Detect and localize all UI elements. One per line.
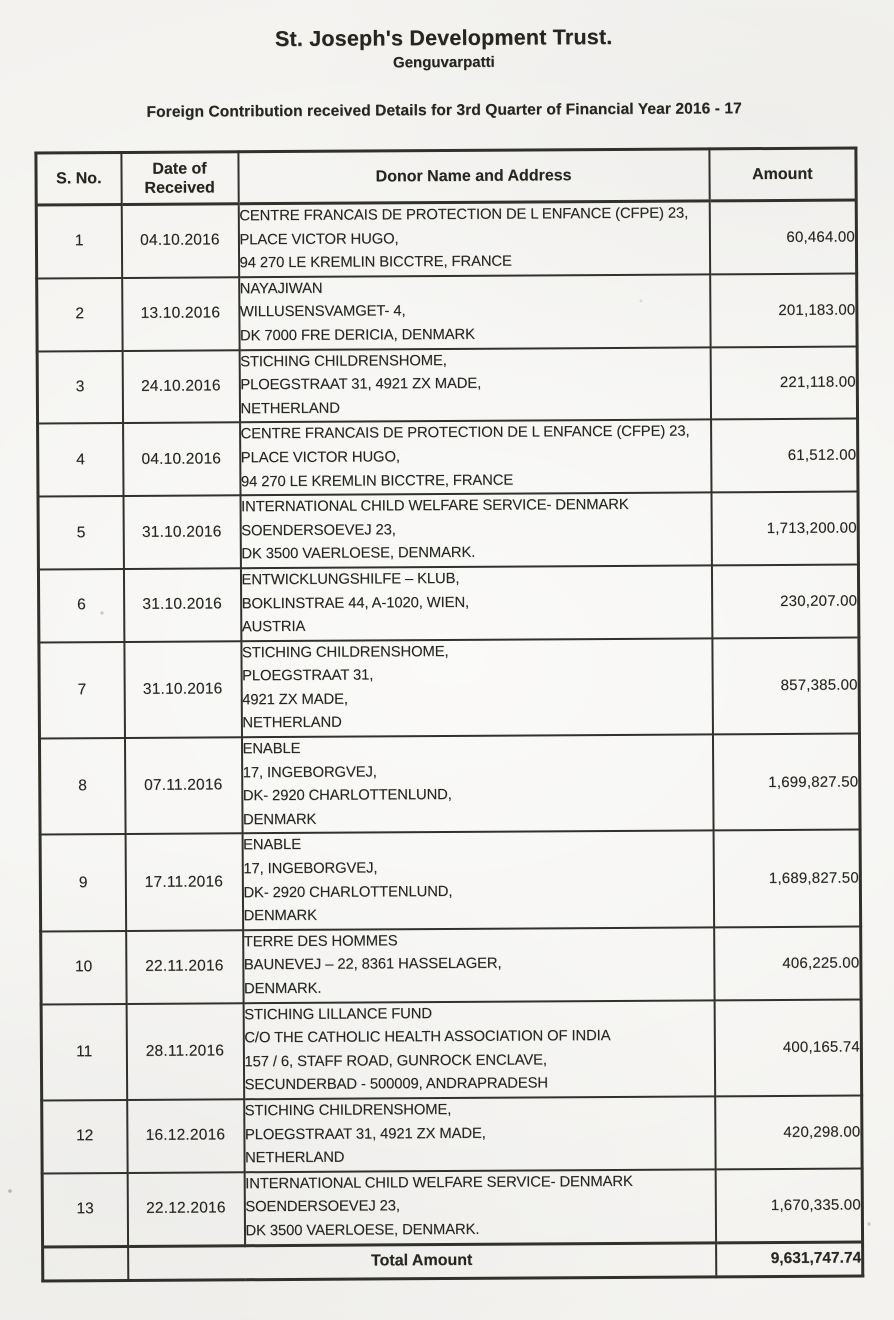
date-cell: 04.10.2016	[121, 204, 238, 278]
donor-line: DENMARK.	[243, 980, 322, 998]
donor-line: WILLUSENSVAMGET- 4,	[239, 303, 406, 321]
donor-line: PLOEGSTRAAT 31,	[242, 667, 374, 685]
column-header-donor: Donor Name and Address	[238, 149, 709, 204]
donor-cell	[241, 734, 713, 833]
donor-line: STICHING CHILDRENSHOME,	[240, 352, 447, 370]
table-header-row	[36, 148, 856, 205]
total-label: Total Amount	[128, 1242, 716, 1280]
sno-cell: 7	[39, 642, 125, 739]
scan-noise-specks	[0, 0, 2, 2]
donor-line: 157 / 6, STAFF ROAD, GUNROCK ENCLAVE,	[244, 1052, 547, 1071]
donor-cell	[238, 201, 709, 277]
amount-cell: 1,699,827.50	[712, 734, 860, 831]
table-row	[41, 999, 862, 1100]
donor-line: 94 270 LE KREMLIN BICCTRE, FRANCE	[239, 253, 512, 272]
sno-cell: 8	[39, 738, 125, 835]
column-header-date: Date of Received	[121, 152, 238, 205]
table-row	[38, 419, 858, 497]
sno-cell: 10	[41, 931, 126, 1004]
date-cell: 31.10.2016	[123, 568, 240, 641]
column-header-amount: Amount	[709, 148, 856, 201]
donor-line: SECUNDERBAD - 500009, ANDRAPRADESH	[244, 1075, 548, 1094]
donor-line: DK 3500 VAERLOESE, DENMARK.	[241, 545, 476, 563]
donor-line: CENTRE FRANCAIS DE PROTECTION DE L ENFANCE (CFPE) 23,	[239, 205, 689, 225]
amount-cell: 60,464.00	[709, 200, 856, 274]
donor-line: DENMARK	[243, 908, 317, 925]
sno-cell: 2	[37, 278, 122, 351]
sno-cell: 3	[37, 351, 122, 424]
table-row	[36, 200, 856, 278]
donor-line: DK- 2920 CHARLOTTENLUND,	[242, 787, 452, 805]
table-row	[39, 637, 860, 738]
donor-line: PLOEGSTRAAT 31, 4921 ZX MADE,	[244, 1125, 486, 1143]
donor-cell	[243, 927, 714, 1003]
table-row	[41, 926, 861, 1004]
total-amount: 9,631,747.74	[716, 1242, 863, 1277]
sno-cell: 13	[42, 1173, 127, 1247]
donor-cell	[241, 638, 713, 737]
donor-line: ENTWICKLUNGSHILFE – KLUB,	[241, 570, 460, 589]
page-title: St. Joseph's Development Trust.	[274, 24, 613, 52]
amount-cell: 406,225.00	[714, 926, 861, 1000]
amount-cell: 1,689,827.50	[713, 830, 861, 927]
donor-cell	[240, 420, 711, 496]
donor-cell	[240, 565, 711, 641]
donor-cell	[244, 1169, 715, 1245]
date-cell: 22.11.2016	[126, 930, 243, 1003]
table-row	[40, 830, 861, 931]
donor-line: ENABLE	[243, 837, 301, 854]
donor-line: STICHING CHILDRENSHOME,	[241, 643, 449, 661]
donor-line: ENABLE	[242, 740, 301, 758]
donor-line: SOENDERSOEVEJ 23,	[241, 522, 396, 539]
report-title: Foreign Contribution received Details for 3rd Quarter of Financial Year 2016 - 17	[146, 100, 742, 121]
donor-line: INTERNATIONAL CHILD WELFARE SERVICE- DENMARK	[245, 1173, 633, 1192]
donor-line: DK- 2920 CHARLOTTENLUND,	[243, 883, 453, 901]
donor-line: 17, INGEBORGVEJ,	[243, 860, 378, 878]
donor-line: CENTRE FRANCAIS DE PROTECTION DE L ENFANCE (CFPE) 23,	[240, 423, 690, 443]
donor-line: PLOEGSTRAAT 31, 4921 ZX MADE,	[240, 375, 482, 394]
donor-cell	[239, 274, 710, 350]
sno-cell: 6	[38, 569, 123, 642]
donor-line: TERRE DES HOMMES	[243, 933, 398, 951]
donor-line: DK 3500 VAERLOESE, DENMARK.	[245, 1221, 480, 1240]
sno-cell: 5	[38, 496, 123, 569]
donor-line: C/O THE CATHOLIC HEALTH ASSOCIATION OF INDIA	[244, 1028, 611, 1047]
donor-line: NETHERLAND	[245, 1149, 345, 1167]
date-cell: 16.12.2016	[127, 1099, 244, 1172]
amount-cell: 1,713,200.00	[711, 492, 858, 566]
date-cell: 31.10.2016	[124, 641, 242, 738]
column-header-sno: S. No.	[36, 152, 121, 205]
table-row	[38, 564, 858, 642]
donor-line: INTERNATIONAL CHILD WELFARE SERVICE- DENMARK	[241, 497, 629, 516]
sno-cell: 9	[40, 834, 126, 931]
donor-cell	[242, 831, 714, 930]
amount-cell: 857,385.00	[712, 637, 860, 734]
donor-line: DENMARK	[242, 811, 317, 829]
table-row	[39, 734, 860, 835]
donor-line: DK 7000 FRE DERICIA, DENMARK	[239, 326, 475, 345]
table-row	[38, 492, 858, 570]
sno-cell: 11	[41, 1004, 127, 1101]
donor-line: 4921 ZX MADE,	[242, 691, 348, 709]
table-row	[42, 1095, 862, 1173]
donor-line: BAUNEVEJ – 22, 8361 HASSELAGER,	[243, 956, 502, 974]
amount-cell: 420,298.00	[715, 1095, 862, 1169]
table-row	[37, 273, 857, 351]
donor-line: NETHERLAND	[240, 400, 340, 418]
donor-line: AUSTRIA	[241, 618, 306, 636]
date-cell: 04.10.2016	[123, 423, 240, 496]
donor-cell	[239, 347, 710, 423]
table-row	[42, 1168, 862, 1246]
donor-cell	[244, 1096, 715, 1172]
amount-cell: 201,183.00	[710, 273, 857, 347]
date-cell: 24.10.2016	[122, 350, 239, 423]
donor-line: 94 270 LE KREMLIN BICCTRE, FRANCE	[240, 472, 514, 490]
date-cell: 22.12.2016	[127, 1172, 244, 1246]
amount-cell: 1,670,335.00	[715, 1168, 862, 1242]
amount-cell: 61,512.00	[711, 419, 858, 493]
donor-line: 17, INGEBORGVEJ,	[242, 764, 377, 781]
date-cell: 31.10.2016	[123, 495, 240, 568]
donor-cell	[240, 493, 711, 569]
donor-line: STICHING CHILDRENSHOME,	[244, 1101, 452, 1120]
donor-line: NAYAJIWAN	[239, 280, 323, 298]
date-cell: 17.11.2016	[125, 834, 243, 931]
sno-cell: 1	[36, 204, 121, 278]
contributions-table	[34, 146, 864, 1282]
donor-line: PLACE VICTOR HUGO,	[239, 230, 399, 248]
donor-line: NETHERLAND	[242, 715, 342, 732]
amount-cell: 400,165.74	[714, 999, 862, 1096]
donor-line: PLACE VICTOR HUGO,	[240, 449, 400, 467]
amount-cell: 230,207.00	[711, 564, 858, 638]
org-location: Genguvarpatti	[392, 53, 495, 72]
total-row	[43, 1242, 863, 1281]
date-cell: 07.11.2016	[124, 737, 242, 834]
donor-line: BOKLINSTRAE 44, A-1020, WIEN,	[241, 594, 470, 612]
donor-line: SOENDERSOEVEJ 23,	[245, 1198, 400, 1216]
sno-cell: 4	[38, 423, 123, 496]
donor-line: STICHING LILLANCE FUND	[244, 1005, 432, 1023]
donor-cell	[243, 1000, 715, 1099]
amount-cell: 221,118.00	[710, 346, 857, 420]
total-empty-cell	[43, 1246, 128, 1281]
date-cell: 13.10.2016	[122, 277, 239, 350]
sno-cell: 12	[42, 1100, 127, 1173]
date-cell: 28.11.2016	[126, 1003, 244, 1100]
table-row	[37, 346, 857, 424]
